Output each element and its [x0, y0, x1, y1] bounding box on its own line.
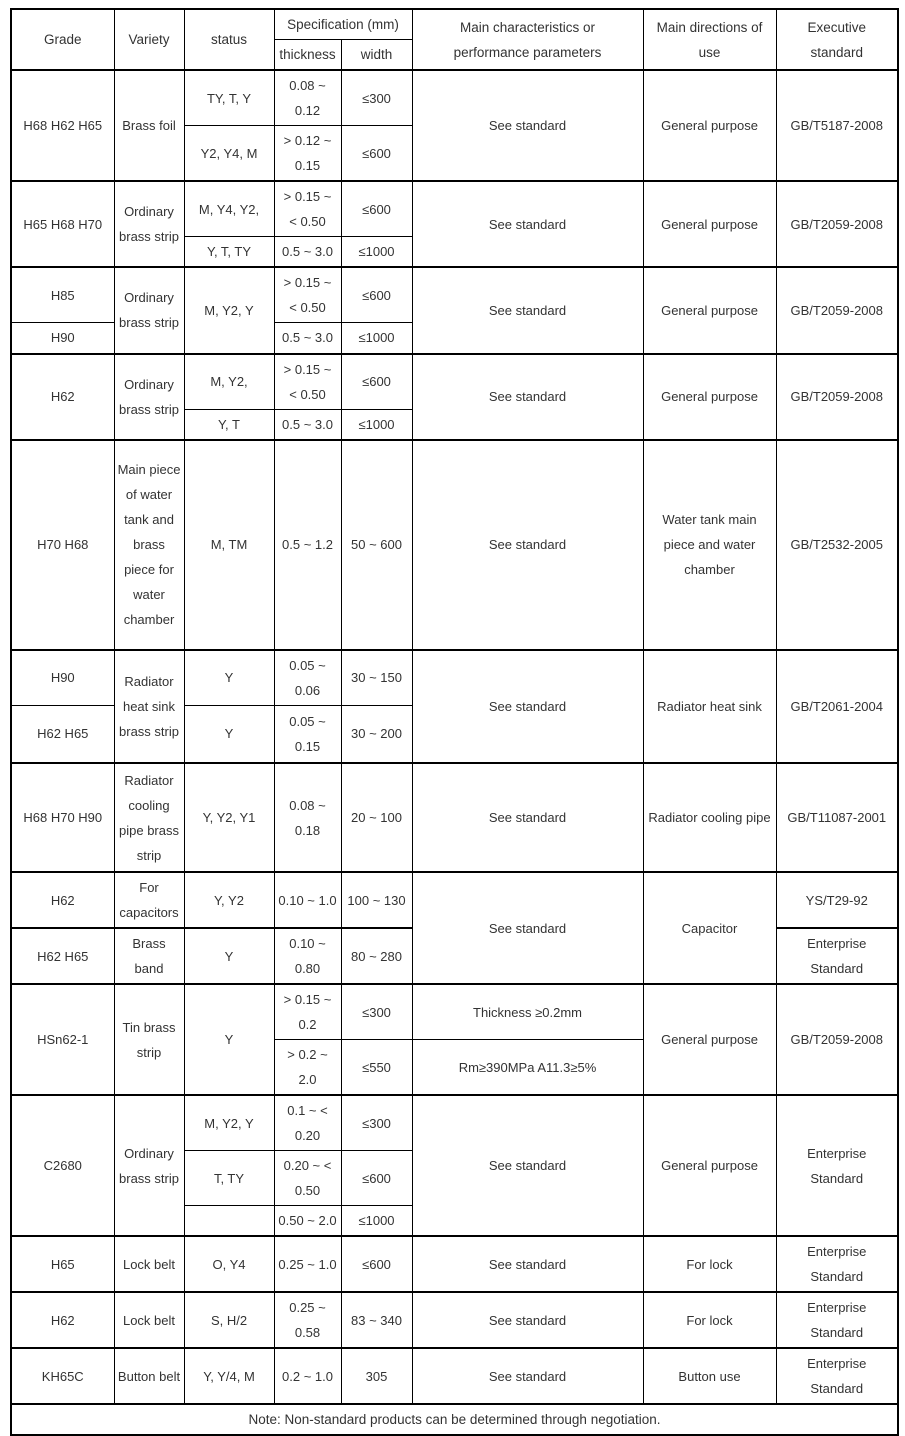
standard-cell: GB/T11087-2001 — [776, 763, 898, 872]
width-cell: ≤1000 — [341, 323, 412, 354]
width-cell: 305 — [341, 1348, 412, 1404]
grade-cell: H90 — [11, 323, 114, 354]
col-header-grade: Grade — [11, 9, 114, 70]
status-cell: T, TY — [184, 1151, 274, 1206]
width-cell: 80 ~ 280 — [341, 928, 412, 984]
status-cell: M, Y2, Y — [184, 1095, 274, 1151]
thickness-cell: > 0.15 ~ 0.2 — [274, 984, 341, 1040]
width-cell: ≤1000 — [341, 409, 412, 440]
grade-cell: HSn62-1 — [11, 984, 114, 1095]
table-note: Note: Non-standard products can be determined through negotiation. — [11, 1404, 898, 1435]
standard-cell: Enterprise Standard — [776, 1236, 898, 1292]
variety-cell: For capacitors — [114, 872, 184, 928]
thickness-cell: 0.25 ~ 1.0 — [274, 1236, 341, 1292]
characteristics-cell: Rm≥390MPa A11.3≥5% — [412, 1040, 643, 1096]
standard-cell: GB/T2059-2008 — [776, 354, 898, 440]
col-header-specification: Specification (mm) — [274, 9, 412, 40]
width-cell: 83 ~ 340 — [341, 1292, 412, 1348]
variety-cell: Brass foil — [114, 70, 184, 181]
product-spec-table — [10, 8, 899, 1436]
grade-cell: H62 H65 — [11, 705, 114, 763]
status-cell: M, Y4, Y2, — [184, 181, 274, 237]
width-cell: 100 ~ 130 — [341, 872, 412, 928]
variety-cell: Ordinary brass strip — [114, 267, 184, 354]
status-cell: M, TM — [184, 440, 274, 650]
grade-cell: H70 H68 — [11, 440, 114, 650]
thickness-cell: 0.1 ~ < 0.20 — [274, 1095, 341, 1151]
grade-cell: H65 — [11, 1236, 114, 1292]
use-cell: General purpose — [643, 70, 776, 181]
thickness-cell: > 0.12 ~ 0.15 — [274, 126, 341, 182]
characteristics-cell: See standard — [412, 1348, 643, 1404]
characteristics-cell: See standard — [412, 181, 643, 267]
status-cell — [184, 1206, 274, 1237]
variety-cell: Ordinary brass strip — [114, 354, 184, 440]
grade-cell: KH65C — [11, 1348, 114, 1404]
grade-cell: H62 — [11, 1292, 114, 1348]
thickness-cell: 0.08 ~ 0.18 — [274, 763, 341, 872]
standard-cell: GB/T2059-2008 — [776, 984, 898, 1095]
characteristics-cell: See standard — [412, 1236, 643, 1292]
width-cell: ≤300 — [341, 70, 412, 126]
standard-cell: Enterprise Standard — [776, 1095, 898, 1236]
thickness-cell: 0.25 ~ 0.58 — [274, 1292, 341, 1348]
characteristics-cell: See standard — [412, 1095, 643, 1236]
status-cell: Y, Y2, Y1 — [184, 763, 274, 872]
thickness-cell: 0.20 ~ < 0.50 — [274, 1151, 341, 1206]
col-header-thickness: thickness — [274, 40, 341, 71]
standard-cell: GB/T2061-2004 — [776, 650, 898, 764]
grade-cell: H62 — [11, 872, 114, 928]
characteristics-cell: See standard — [412, 650, 643, 764]
thickness-cell: > 0.2 ~ 2.0 — [274, 1040, 341, 1096]
thickness-cell: 0.5 ~ 3.0 — [274, 237, 341, 268]
use-cell: Capacitor — [643, 872, 776, 984]
width-cell: ≤1000 — [341, 1206, 412, 1237]
thickness-cell: 0.5 ~ 3.0 — [274, 323, 341, 354]
use-cell: General purpose — [643, 181, 776, 267]
thickness-cell: 0.05 ~ 0.06 — [274, 650, 341, 706]
status-cell: Y — [184, 928, 274, 984]
grade-cell: H85 — [11, 267, 114, 323]
thickness-cell: 0.2 ~ 1.0 — [274, 1348, 341, 1404]
characteristics-cell: See standard — [412, 354, 643, 440]
standard-cell: Enterprise Standard — [776, 928, 898, 984]
characteristics-cell: See standard — [412, 1292, 643, 1348]
width-cell: ≤600 — [341, 181, 412, 237]
grade-cell: H90 — [11, 650, 114, 706]
use-cell: Radiator heat sink — [643, 650, 776, 764]
thickness-cell: > 0.15 ~ < 0.50 — [274, 181, 341, 237]
variety-cell: Radiator cooling pipe brass strip — [114, 763, 184, 872]
standard-cell: GB/T2059-2008 — [776, 181, 898, 267]
width-cell: ≤600 — [341, 1151, 412, 1206]
standard-cell: GB/T5187-2008 — [776, 70, 898, 181]
characteristics-cell: Thickness ≥0.2mm — [412, 984, 643, 1040]
use-cell: Button use — [643, 1348, 776, 1404]
width-cell: 30 ~ 150 — [341, 650, 412, 706]
grade-cell: H65 H68 H70 — [11, 181, 114, 267]
thickness-cell: 0.10 ~ 1.0 — [274, 872, 341, 928]
thickness-cell: 0.5 ~ 1.2 — [274, 440, 341, 650]
variety-cell: Tin brass strip — [114, 984, 184, 1095]
standard-cell: GB/T2059-2008 — [776, 267, 898, 354]
standard-cell: GB/T2532-2005 — [776, 440, 898, 650]
characteristics-cell: See standard — [412, 267, 643, 354]
col-header-characteristics: Main characteristics or performance parameters — [412, 9, 643, 70]
use-cell: General purpose — [643, 267, 776, 354]
status-cell: O, Y4 — [184, 1236, 274, 1292]
variety-cell: Brass band — [114, 928, 184, 984]
col-header-width: width — [341, 40, 412, 71]
status-cell: Y — [184, 984, 274, 1095]
status-cell: Y — [184, 705, 274, 763]
variety-cell: Radiator heat sink brass strip — [114, 650, 184, 764]
thickness-cell: 0.10 ~ 0.80 — [274, 928, 341, 984]
use-cell: Water tank main piece and water chamber — [643, 440, 776, 650]
standard-cell: Enterprise Standard — [776, 1292, 898, 1348]
variety-cell: Main piece of water tank and brass piece for water chamber — [114, 440, 184, 650]
width-cell: ≤600 — [341, 126, 412, 182]
width-cell: ≤550 — [341, 1040, 412, 1096]
status-cell: Y, Y/4, M — [184, 1348, 274, 1404]
status-cell: S, H/2 — [184, 1292, 274, 1348]
standard-cell: Enterprise Standard — [776, 1348, 898, 1404]
status-cell: M, Y2, Y — [184, 267, 274, 354]
characteristics-cell: See standard — [412, 440, 643, 650]
width-cell: 20 ~ 100 — [341, 763, 412, 872]
use-cell: For lock — [643, 1236, 776, 1292]
variety-cell: Lock belt — [114, 1236, 184, 1292]
width-cell: ≤600 — [341, 267, 412, 323]
status-cell: Y, T, TY — [184, 237, 274, 268]
variety-cell: Lock belt — [114, 1292, 184, 1348]
grade-cell: H62 H65 — [11, 928, 114, 984]
status-cell: Y — [184, 650, 274, 706]
grade-cell: H68 H62 H65 — [11, 70, 114, 181]
width-cell: ≤600 — [341, 1236, 412, 1292]
standard-cell: YS/T29-92 — [776, 872, 898, 928]
width-cell: ≤600 — [341, 354, 412, 410]
characteristics-cell: See standard — [412, 70, 643, 181]
variety-cell: Ordinary brass strip — [114, 1095, 184, 1236]
width-cell: 50 ~ 600 — [341, 440, 412, 650]
use-cell: General purpose — [643, 1095, 776, 1236]
use-cell: For lock — [643, 1292, 776, 1348]
variety-cell: Button belt — [114, 1348, 184, 1404]
status-cell: M, Y2, — [184, 354, 274, 410]
width-cell: 30 ~ 200 — [341, 705, 412, 763]
grade-cell: C2680 — [11, 1095, 114, 1236]
width-cell: ≤300 — [341, 1095, 412, 1151]
characteristics-cell: See standard — [412, 763, 643, 872]
thickness-cell: 0.05 ~ 0.15 — [274, 705, 341, 763]
use-cell: General purpose — [643, 984, 776, 1095]
status-cell: Y2, Y4, M — [184, 126, 274, 182]
use-cell: General purpose — [643, 354, 776, 440]
thickness-cell: 0.5 ~ 3.0 — [274, 409, 341, 440]
thickness-cell: > 0.15 ~ < 0.50 — [274, 267, 341, 323]
grade-cell: H62 — [11, 354, 114, 440]
status-cell: Y, Y2 — [184, 872, 274, 928]
col-header-use: Main directions of use — [643, 9, 776, 70]
grade-cell: H68 H70 H90 — [11, 763, 114, 872]
variety-cell: Ordinary brass strip — [114, 181, 184, 267]
status-cell: Y, T — [184, 409, 274, 440]
use-cell: Radiator cooling pipe — [643, 763, 776, 872]
width-cell: ≤1000 — [341, 237, 412, 268]
thickness-cell: > 0.15 ~ < 0.50 — [274, 354, 341, 410]
thickness-cell: 0.08 ~ 0.12 — [274, 70, 341, 126]
col-header-variety: Variety — [114, 9, 184, 70]
width-cell: ≤300 — [341, 984, 412, 1040]
thickness-cell: 0.50 ~ 2.0 — [274, 1206, 341, 1237]
characteristics-cell: See standard — [412, 872, 643, 984]
col-header-standard: Executive standard — [776, 9, 898, 70]
status-cell: TY, T, Y — [184, 70, 274, 126]
col-header-status: status — [184, 9, 274, 70]
